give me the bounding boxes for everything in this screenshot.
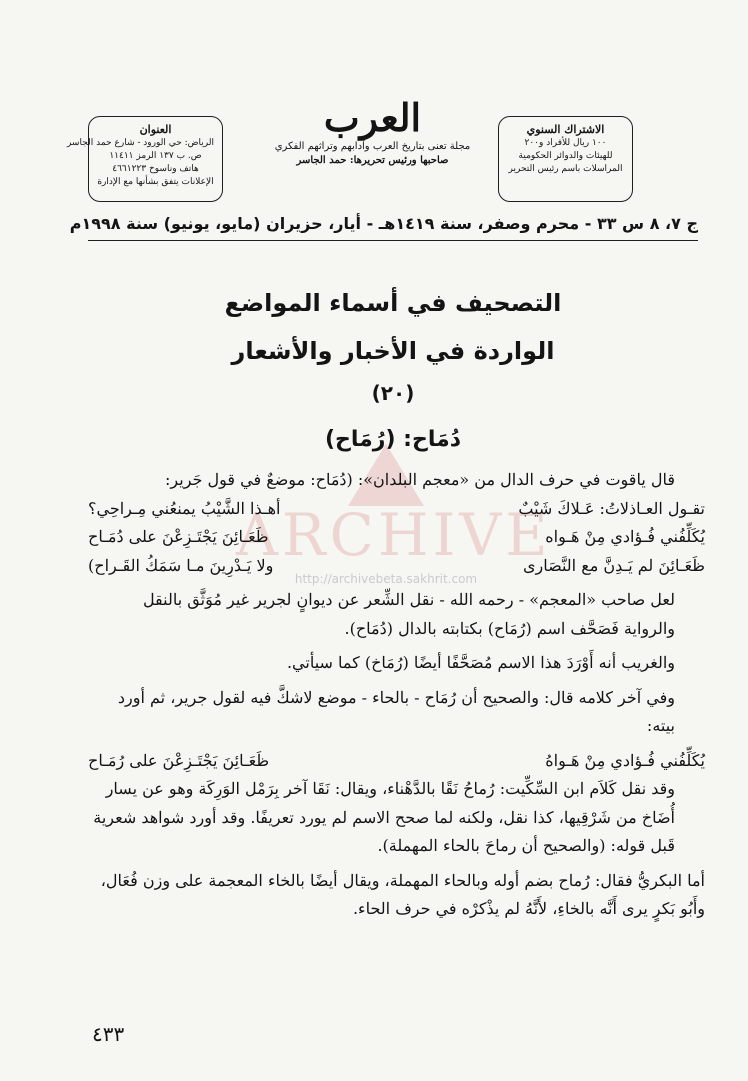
page-number: ٤٣٣ <box>92 1022 125 1046</box>
address-box <box>66 116 223 202</box>
verse-hemistich-first: يُكَلِّفُني فُـؤادي مِنْ هَـواه <box>545 527 705 546</box>
address-line: ص. ب ١٣٧ الرمز ١١٤١١ <box>109 151 202 161</box>
paragraph: وفي آخر كلامه قال: والصحيح أن رُمَاح - بالحاء - موضع لاشكَّ فيه لقول جرير، ثم أورد بيته: <box>117 687 675 735</box>
article-title: التصحيف في أسماء المواضع <box>224 289 562 317</box>
paragraph: قال ياقوت في حرف الدال من «معجم البلدان»: (دُمَاح: موضعٌ في قول جَرير: <box>165 470 675 489</box>
article-part-number: (٢٠) <box>371 381 415 405</box>
subscription-box-title: الاشتراك السنوي <box>526 123 605 136</box>
entry-heading: دُمَاح: (رُمَاح) <box>325 427 461 452</box>
verse-hemistich-first: تقـول العـاذلاتُ: عَـلاكَ شَيْبٌ <box>518 498 705 518</box>
issue-line: ج ٧، ٨ س ٣٣ - محرم وصفر، سنة ١٤١٩هـ - أيار، حزيران (مايو، يونيو) سنة ١٩٩٨م <box>69 214 698 233</box>
article-subtitle: الواردة في الأخبار والأشعار <box>231 337 555 365</box>
watermark-word: ARCHIVE <box>236 501 552 569</box>
subscription-line: ١٠٠ ريال للأفراد و٢٠٠ <box>524 138 607 148</box>
paragraph: لعل صاحب «المعجم» - رحمه الله - نقل الشِّعر عن ديوانٍ لجرير غير مُوَثَّق بالنقل والرواية فَصَحَّف اسم (رُمَاح) بكتابته بالدال (دُمَاح). <box>142 590 675 638</box>
verse-hemistich-second: ولا يَـدْرِينَ مـا سَمَكُ القَـراح) <box>88 555 274 575</box>
journal-editor: صاحبها ورئيس تحريرها: حمد الجاسر <box>296 155 449 166</box>
watermark-url: http://archivebeta.sakhrit.com <box>294 572 478 586</box>
address-line: الإعلانات يتفق بشأنها مع الإدارة <box>97 177 214 187</box>
subscription-line: المراسلات باسم رئيس التحرير <box>508 164 623 174</box>
verse-hemistich-second: ظَعَـائِنَ يَجْتَـزِعْنَ على دُمَـاح <box>88 527 269 546</box>
verse-line <box>88 552 705 581</box>
paragraph: والغريب أنه أَوْرَدَ هذا الاسم مُصَحَّفًا أيضًا (رُمَاخ) كما سيأتي. <box>286 653 675 672</box>
verse-hemistich-first: ظَعَـائِنَ لم يَـدِنَّ مع النَّصَارى <box>522 555 705 575</box>
verse-hemistich-second: ظَعَـائِنَ يَجْتَـزِعْنَ على رُمَـاح <box>88 750 270 770</box>
verse-hemistich-second: أهـذا الشَّيْبُ يمنعُني مِـراحِي؟ <box>88 498 281 518</box>
paragraph: أما البكريُّ فقال: رُماح بضم أوله وبالحاء المهملة، ويقال أيضًا بالخاء المعجمة على وزن فُعَال، وأَبُو بَكرٍ يرى أَنَّه بالخاءِ، لأَنَّهُ لم يذْكرْه في حرف الحاء. <box>100 870 705 918</box>
journal-subtitle: مجلة تعنى بتاريخ العرب وآدابهم وتراثهم الفكري <box>274 141 471 152</box>
paragraph: وقد نقل كَلاَم ابن السِّكِّيت: رُماحُ نَقًا بالدَّهْناء، ويقال: نَقَا آخر بِرَمْل الوَرِكَة وهو عن يسار أُضَاخ من شَرْقِيها، كذا نقل، ولكنه لما صحح الاسم لم يورد تعريفًا. وقد أورد شواهد شعرية قَبل قوله: (والصحيح أن رماحَ بالحاء المهملة). <box>93 779 675 855</box>
verse-hemistich-first: يُكَلِّفُني فُـؤادي مِنْ هَـواهُ <box>545 750 705 770</box>
subscription-line: للهيئات والدوائر الحكومية <box>518 151 613 161</box>
masthead <box>270 96 475 168</box>
address-line: هاتف وناسوخ ٤٦٦١٢٢٣ <box>112 164 199 174</box>
verse-line <box>88 523 705 552</box>
verse-line <box>88 747 705 776</box>
verse-line <box>88 495 705 524</box>
address-box-title: العنوان <box>139 123 172 136</box>
address-line: الرياض: حي الورود - شارع حمد الجاسر <box>66 138 214 148</box>
journal-logo: العرب <box>323 95 422 140</box>
header-rule <box>88 240 698 241</box>
subscription-box <box>498 116 633 202</box>
article-body <box>88 466 705 924</box>
